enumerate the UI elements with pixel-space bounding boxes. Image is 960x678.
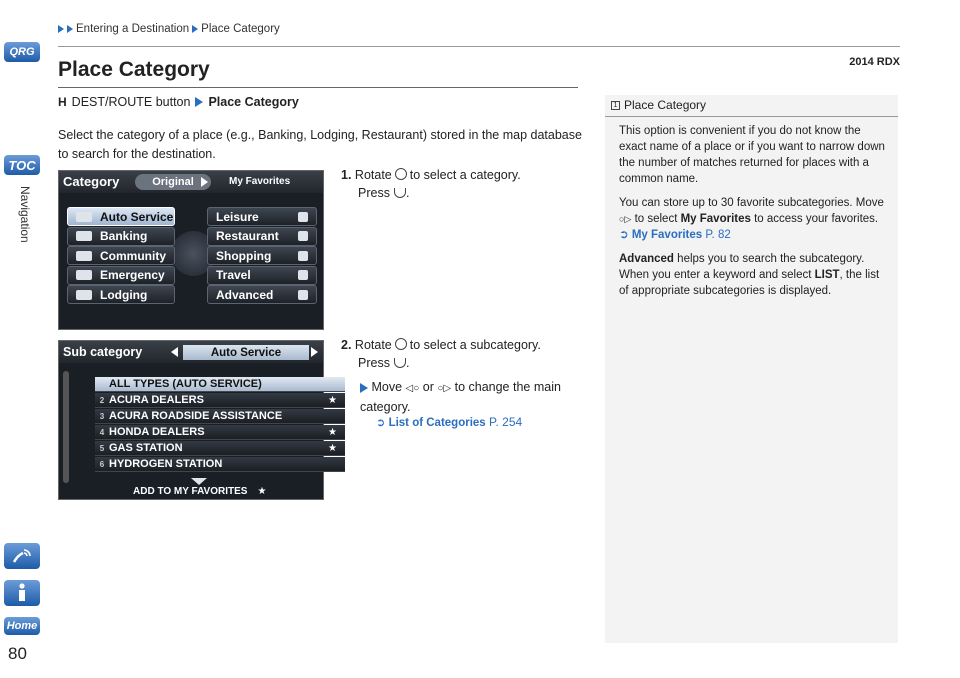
category-button[interactable] xyxy=(207,207,317,226)
list-item-label: ACURA ROADSIDE ASSISTANCE xyxy=(109,410,283,422)
category-icon xyxy=(298,231,308,241)
step2-text-a: Rotate xyxy=(354,338,392,352)
category-button[interactable] xyxy=(67,227,175,246)
favorite-star-icon: ★ xyxy=(328,426,337,438)
press-dial-icon xyxy=(394,188,406,198)
press-dial-icon xyxy=(394,358,406,368)
step2-press: Press xyxy=(358,356,390,370)
list-item-label: ACURA DEALERS xyxy=(109,394,204,406)
home-button[interactable]: Home xyxy=(4,617,40,635)
voice-icon xyxy=(11,547,33,565)
breadcrumb-arrow-icon xyxy=(58,25,64,33)
home-h-icon: H xyxy=(58,95,67,109)
list-item[interactable] xyxy=(95,393,345,408)
sub-note-move: Move xyxy=(371,380,403,394)
step1-press: Press xyxy=(358,186,390,200)
category-label: Auto Service xyxy=(100,209,174,224)
subcategory-screen-title: Sub category xyxy=(63,345,143,359)
list-item[interactable] xyxy=(95,441,345,456)
category-icon xyxy=(76,251,92,261)
model-label: 2014 RDX xyxy=(849,56,900,68)
category-icon xyxy=(76,231,92,241)
info-button[interactable] xyxy=(4,580,40,606)
list-item-number: 2 xyxy=(99,395,105,405)
category-selector[interactable] xyxy=(183,345,309,360)
list-item-number: 6 xyxy=(99,459,105,469)
intro-text: Select the category of a place (e.g., Banking, Lodging, Restaurant) stored in the map database to search for the destination. xyxy=(58,128,582,161)
path-start: DEST/ROUTE button xyxy=(71,95,191,109)
favorite-star-icon: ★ xyxy=(328,394,337,406)
category-label: Emergency xyxy=(100,268,165,283)
title-rule xyxy=(58,87,578,88)
step1: 1. Rotate to select a category. Press . xyxy=(341,168,521,200)
interface-dial-icon xyxy=(395,168,407,180)
list-item-number: 3 xyxy=(99,411,105,421)
category-label: Advanced xyxy=(216,287,274,302)
step1-text-b: to select a category. xyxy=(409,168,521,182)
category-button[interactable] xyxy=(67,285,175,304)
list-item-label: GAS STATION xyxy=(109,442,183,454)
category-icon xyxy=(298,251,308,261)
category-label: Restaurant xyxy=(216,229,279,244)
link-list-of-categories[interactable] xyxy=(376,415,522,429)
category-screen-title: Category xyxy=(63,174,120,189)
list-item[interactable] xyxy=(95,409,345,424)
tab-arrow-icon xyxy=(201,177,208,187)
note-title: Place Category xyxy=(624,98,707,112)
category-selector-label: Auto Service xyxy=(210,346,282,359)
list-item[interactable] xyxy=(95,457,345,472)
link-my-favorites[interactable]: ➲ My Favorites P. 82 xyxy=(619,229,731,241)
category-button[interactable] xyxy=(67,266,175,285)
category-label: Shopping xyxy=(216,248,272,263)
tab-original-label: Original xyxy=(152,176,194,188)
list-item[interactable] xyxy=(95,425,345,440)
category-label: Lodging xyxy=(100,287,148,302)
move-left-icon: ◁○ xyxy=(405,383,420,394)
category-button[interactable] xyxy=(67,207,175,226)
path-arrow-icon xyxy=(195,97,203,107)
sub-note-rest: to change the main category. xyxy=(360,380,561,414)
breadcrumb-arrow-icon xyxy=(192,25,198,33)
list-scrollbar[interactable] xyxy=(63,371,69,483)
category-icon xyxy=(298,270,308,280)
menu-path xyxy=(58,95,299,109)
note-p2: You can store up to 30 favorite subcategories. Move ○▷ to select My Favorites to access your favorites. ➲ My Favorites P. 82 xyxy=(619,197,884,241)
list-item-label: ALL TYPES (AUTO SERVICE) xyxy=(109,378,262,390)
step2-num: 2. xyxy=(341,338,352,352)
link-arrow-icon: ➲ xyxy=(376,417,386,429)
category-screen-header xyxy=(59,171,323,193)
list-item-number: 4 xyxy=(99,427,105,437)
category-button[interactable] xyxy=(207,246,317,265)
tab-my-favorites[interactable]: My Favorites xyxy=(229,176,291,187)
link-label: List of Categories xyxy=(388,417,486,429)
page-title: Place Category xyxy=(58,58,210,81)
step1-text-a: Rotate xyxy=(354,168,392,182)
list-item-label: HONDA DEALERS xyxy=(109,426,205,438)
category-label: Banking xyxy=(100,229,148,244)
category-button[interactable] xyxy=(67,246,175,265)
category-label: Leisure xyxy=(216,209,259,224)
path-end: Place Category xyxy=(208,95,299,109)
subcategory-screen-header xyxy=(59,341,323,363)
move-right-icon: ○▷ xyxy=(437,383,452,394)
sub-note xyxy=(360,378,580,416)
note-p3: Advanced helps you to search the subcategory. When you enter a keyword and select LIST, the list of appropriate subcategories is displayed. xyxy=(619,253,880,297)
link-arrow-icon: ➲ xyxy=(619,229,629,241)
toc-button[interactable]: TOC xyxy=(4,155,40,175)
category-label: Travel xyxy=(216,268,251,283)
category-label: Community xyxy=(100,248,166,263)
note-panel xyxy=(605,95,898,643)
step2-text-b: to select a subcategory. xyxy=(409,338,541,352)
link-page: P. 254 xyxy=(489,415,523,429)
note-arrow-icon xyxy=(360,383,368,393)
category-icon xyxy=(76,212,92,222)
favorite-star-icon: ★ xyxy=(257,486,267,497)
qrg-button[interactable]: QRG xyxy=(4,42,40,62)
list-item[interactable] xyxy=(95,377,345,392)
subcategory-screen xyxy=(58,340,337,500)
note-header xyxy=(605,95,898,117)
breadcrumb-link-entering-destination[interactable]: Entering a Destination xyxy=(76,23,190,35)
move-right-icon: ○▷ xyxy=(619,214,632,224)
header-rule xyxy=(58,46,900,47)
section-label: Navigation xyxy=(18,186,32,243)
category-button[interactable] xyxy=(207,285,317,304)
favorite-star-icon: ★ xyxy=(328,442,337,454)
add-to-favorites-label: ADD TO MY FAVORITES xyxy=(133,486,248,497)
interface-dial-icon xyxy=(395,338,407,350)
tab-original[interactable] xyxy=(135,174,211,190)
page-number: 80 xyxy=(8,644,27,663)
category-icon xyxy=(298,212,308,222)
category-icon xyxy=(76,290,92,300)
add-to-favorites-button[interactable] xyxy=(133,486,266,497)
sub-note-or: or xyxy=(422,380,434,394)
list-item-label: HYDROGEN STATION xyxy=(109,458,223,470)
scroll-down-icon[interactable] xyxy=(191,478,207,485)
selector-left-arrow-icon[interactable] xyxy=(171,347,178,357)
info-icon xyxy=(15,583,29,603)
list-item-number: 5 xyxy=(99,443,105,453)
category-screen xyxy=(58,170,324,330)
voice-command-button[interactable] xyxy=(4,543,40,569)
step2: 2. Rotate to select a subcategory. Press . xyxy=(341,338,541,370)
category-button[interactable] xyxy=(207,266,317,285)
category-button[interactable] xyxy=(207,227,317,246)
note-icon: 1 xyxy=(611,101,620,110)
selector-right-arrow-icon[interactable] xyxy=(311,347,318,357)
step1-num: 1. xyxy=(341,168,352,182)
breadcrumb-current: Place Category xyxy=(201,23,280,35)
breadcrumb xyxy=(58,23,280,35)
category-icon xyxy=(298,290,308,300)
breadcrumb-arrow-icon xyxy=(67,25,73,33)
category-icon xyxy=(76,270,92,280)
note-p1: This option is convenient if you do not know the exact name of a place or if you want to narrow down the number of matches returned for places with a common name. xyxy=(619,125,885,185)
